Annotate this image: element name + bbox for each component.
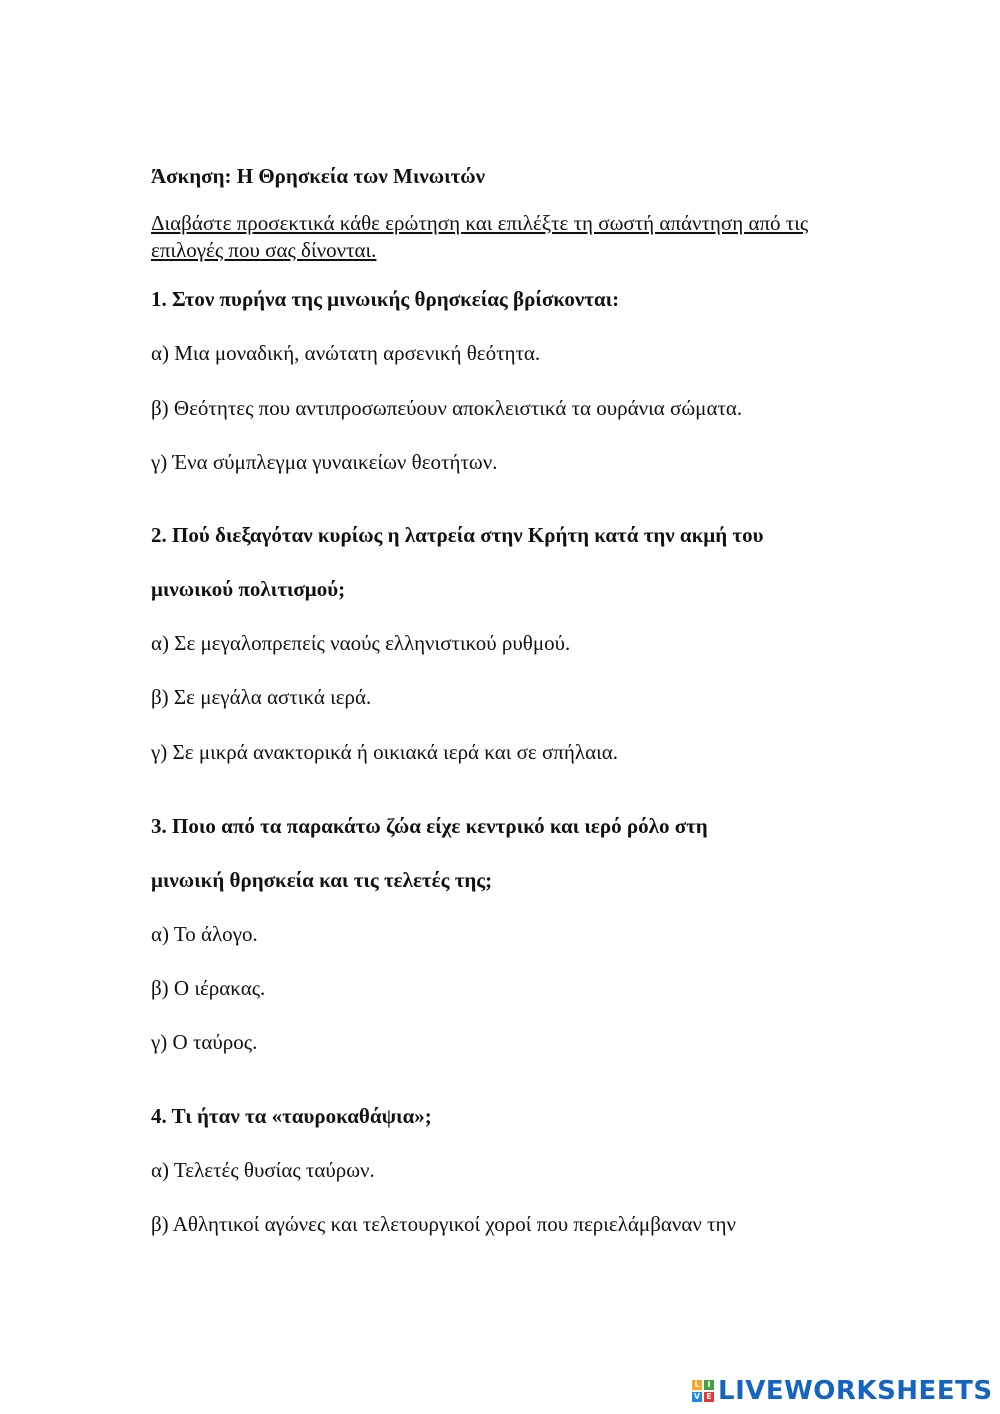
question-2-option-a[interactable]: α) Σε μεγαλοπρεπείς ναούς ελληνιστικού ρυθμού. — [151, 631, 571, 655]
logo-block: V — [693, 1392, 701, 1401]
worksheet-title: Άσκηση: Η Θρησκεία των Μινωιτών — [151, 164, 486, 188]
question-4-text: 4. Τι ήταν τα «ταυροκαθάψια»; — [151, 1104, 432, 1128]
question-2-option-c[interactable]: γ) Σε μικρά ανακτορικά ή οικιακά ιερά και σε σπήλαια. — [151, 740, 618, 764]
instructions-text: Διαβάστε προσεκτικά κάθε ερώτηση και επιλέξτε τη σωστή απάντηση από τις επιλογές που σας δίνονται. — [151, 211, 809, 262]
question-3-text-line-1: 3. Ποιο από τα παρακάτω ζώα είχε κεντρικό και ιερό ρόλο στη — [151, 814, 708, 838]
question-1-text: 1. Στον πυρήνα της μινωικής θρησκείας βρίσκονται: — [151, 287, 620, 311]
question-2-text-line-1: 2. Πού διεξαγόταν κυρίως η λατρεία στην Κρήτη κατά την ακμή του — [151, 523, 764, 547]
question-4-option-b[interactable]: β) Αθλητικοί αγώνες και τελετουργικοί χοροί που περιελάμβαναν την — [151, 1212, 737, 1236]
liveworksheets-logo — [692, 1376, 993, 1406]
question-3-option-a[interactable]: α) Το άλογο. — [151, 922, 258, 946]
question-3-text-line-2: μινωική θρησκεία και τις τελετές της; — [151, 868, 493, 892]
logo-block: E — [704, 1392, 714, 1402]
question-4-option-a[interactable]: α) Τελετές θυσίας ταύρων. — [151, 1158, 375, 1182]
question-1-option-c[interactable]: γ) Ένα σύμπλεγμα γυναικείων θεοτήτων. — [151, 450, 498, 474]
question-3-option-b[interactable]: β) Ο ιέρακας. — [151, 976, 266, 1000]
question-3-option-c[interactable]: γ) Ο ταύρος. — [151, 1030, 258, 1054]
question-1-option-b[interactable]: β) Θεότητες που αντιπροσωπεύουν αποκλειστικά τα ουράνια σώματα. — [151, 396, 743, 420]
question-2-text-line-2: μινωικού πολιτισμού; — [151, 577, 346, 601]
logo-block: L — [692, 1380, 702, 1390]
logo-text: LIVEWORKSHEETS — [718, 1376, 993, 1406]
logo-blocks-icon — [692, 1380, 714, 1402]
logo-block: I — [704, 1380, 714, 1390]
question-2-option-b[interactable]: β) Σε μεγάλα αστικά ιερά. — [151, 685, 372, 709]
question-1-option-a[interactable]: α) Μια μοναδική, ανώτατη αρσενική θεότητα. — [151, 341, 541, 365]
